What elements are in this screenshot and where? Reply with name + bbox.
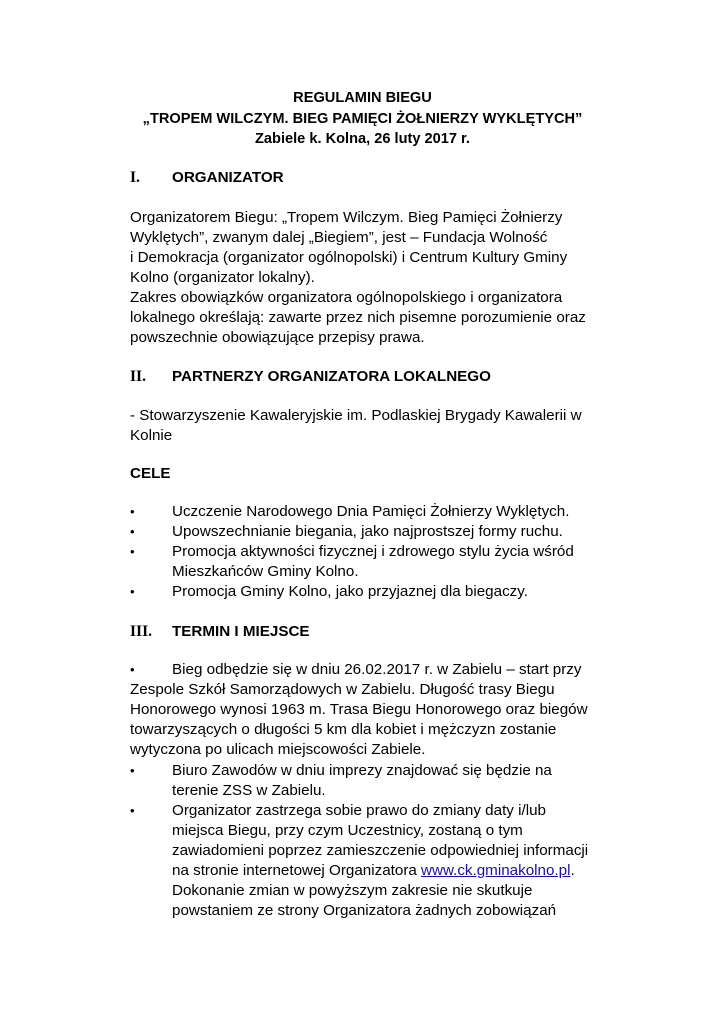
section3-p3-line: zawiadomieni poprzez zamieszczenie odpowiedniej informacji: [172, 842, 589, 859]
bullet-icon: •: [130, 763, 135, 778]
section3-heading: TERMIN I MIEJSCE: [172, 623, 310, 640]
section3-p3-link-line: [172, 861, 575, 881]
section3-p1-line: towarzyszących o długości 5 km dla kobiet i mężczyzn zostanie: [130, 721, 557, 738]
section3-p1-line: Zespole Szkół Samorządowych w Zabielu. Długość trasy Biegu: [130, 681, 555, 698]
section3-p3-link-suffix: .: [570, 862, 575, 879]
section2-line: - Stowarzyszenie Kawaleryjskie im. Podlaskiej Brygady Kawalerii w: [130, 407, 582, 424]
goals-item: Mieszkańców Gminy Kolno.: [172, 563, 359, 580]
section1-line: i Demokracja (organizator ogólnopolski) i Centrum Kultury Gminy: [130, 249, 568, 266]
bullet-icon: •: [130, 504, 135, 519]
bullet-icon: •: [130, 662, 135, 677]
goals-item: Promocja aktywności fizycznej i zdrowego stylu życia wśród: [172, 543, 574, 560]
section3-p2-line: terenie ZSS w Zabielu.: [172, 782, 326, 799]
section3-p1-line: wytyczona po ulicach miejscowości Zabiele.: [130, 741, 426, 758]
section1-line: Kolno (organizator lokalny).: [130, 269, 315, 286]
section3-p3-line: powstaniem ze strony Organizatora żadnych zobowiązań: [172, 902, 557, 919]
bullet-icon: •: [130, 544, 135, 559]
goals-item: Promocja Gminy Kolno, jako przyjaznej dla biegaczy.: [172, 583, 528, 600]
section1-line: Organizatorem Biegu: „Tropem Wilczym. Bieg Pamięci Żołnierzy: [130, 209, 563, 226]
section2-number: II.: [130, 368, 146, 385]
section1-line: Wyklętych”, zwanym dalej „Biegiem”, jest – Fundacja Wolność: [130, 229, 548, 246]
bullet-icon: •: [130, 803, 135, 818]
doc-title-line1: REGULAMIN BIEGU: [293, 90, 432, 106]
goals-heading: CELE: [130, 465, 171, 482]
section1-number: I.: [130, 169, 140, 186]
section1-line: powszechnie obowiązujące przepisy prawa.: [130, 329, 425, 346]
goals-item: Upowszechnianie biegania, jako najprostszej formy ruchu.: [172, 523, 563, 540]
section3-p3-line: Dokonanie zmian w powyższym zakresie nie skutkuje: [172, 882, 533, 899]
section1-line: lokalnego określają: zawarte przez nich pisemne porozumienie oraz: [130, 309, 586, 326]
section3-p3-link-prefix: na stronie internetowej Organizatora: [172, 862, 422, 879]
section3-p1-line: Bieg odbędzie się w dniu 26.02.2017 r. w Zabielu – start przy: [172, 661, 582, 678]
organizer-website-link[interactable]: www.ck.gminakolno.pl: [421, 862, 571, 879]
section3-p3-line: Organizator zastrzega sobie prawo do zmiany daty i/lub: [172, 802, 546, 819]
bullet-icon: •: [130, 584, 135, 599]
doc-title-line2: „TROPEM WILCZYM. BIEG PAMIĘCI ŻOŁNIERZY WYKLĘTYCH”: [142, 111, 583, 127]
doc-title-line3: Zabiele k. Kolna, 26 luty 2017 r.: [255, 131, 470, 147]
section3-p2-line: Biuro Zawodów w dniu imprezy znajdować się będzie na: [172, 762, 552, 779]
section3-p3-line: miejsca Biegu, przy czym Uczestnicy, zostaną o tym: [172, 822, 523, 839]
section2-line: Kolnie: [130, 427, 173, 444]
goals-item: Uczczenie Narodowego Dnia Pamięci Żołnierzy Wyklętych.: [172, 503, 570, 520]
bullet-icon: •: [130, 524, 135, 539]
section1-line: Zakres obowiązków organizatora ogólnopolskiego i organizatora: [130, 289, 563, 306]
section3-number: III.: [130, 623, 152, 640]
section3-p1-line: Honorowego wynosi 1963 m. Trasa Biegu Honorowego oraz biegów: [130, 701, 588, 718]
section1-heading: ORGANIZATOR: [172, 169, 284, 186]
section2-heading: PARTNERZY ORGANIZATORA LOKALNEGO: [172, 368, 491, 385]
